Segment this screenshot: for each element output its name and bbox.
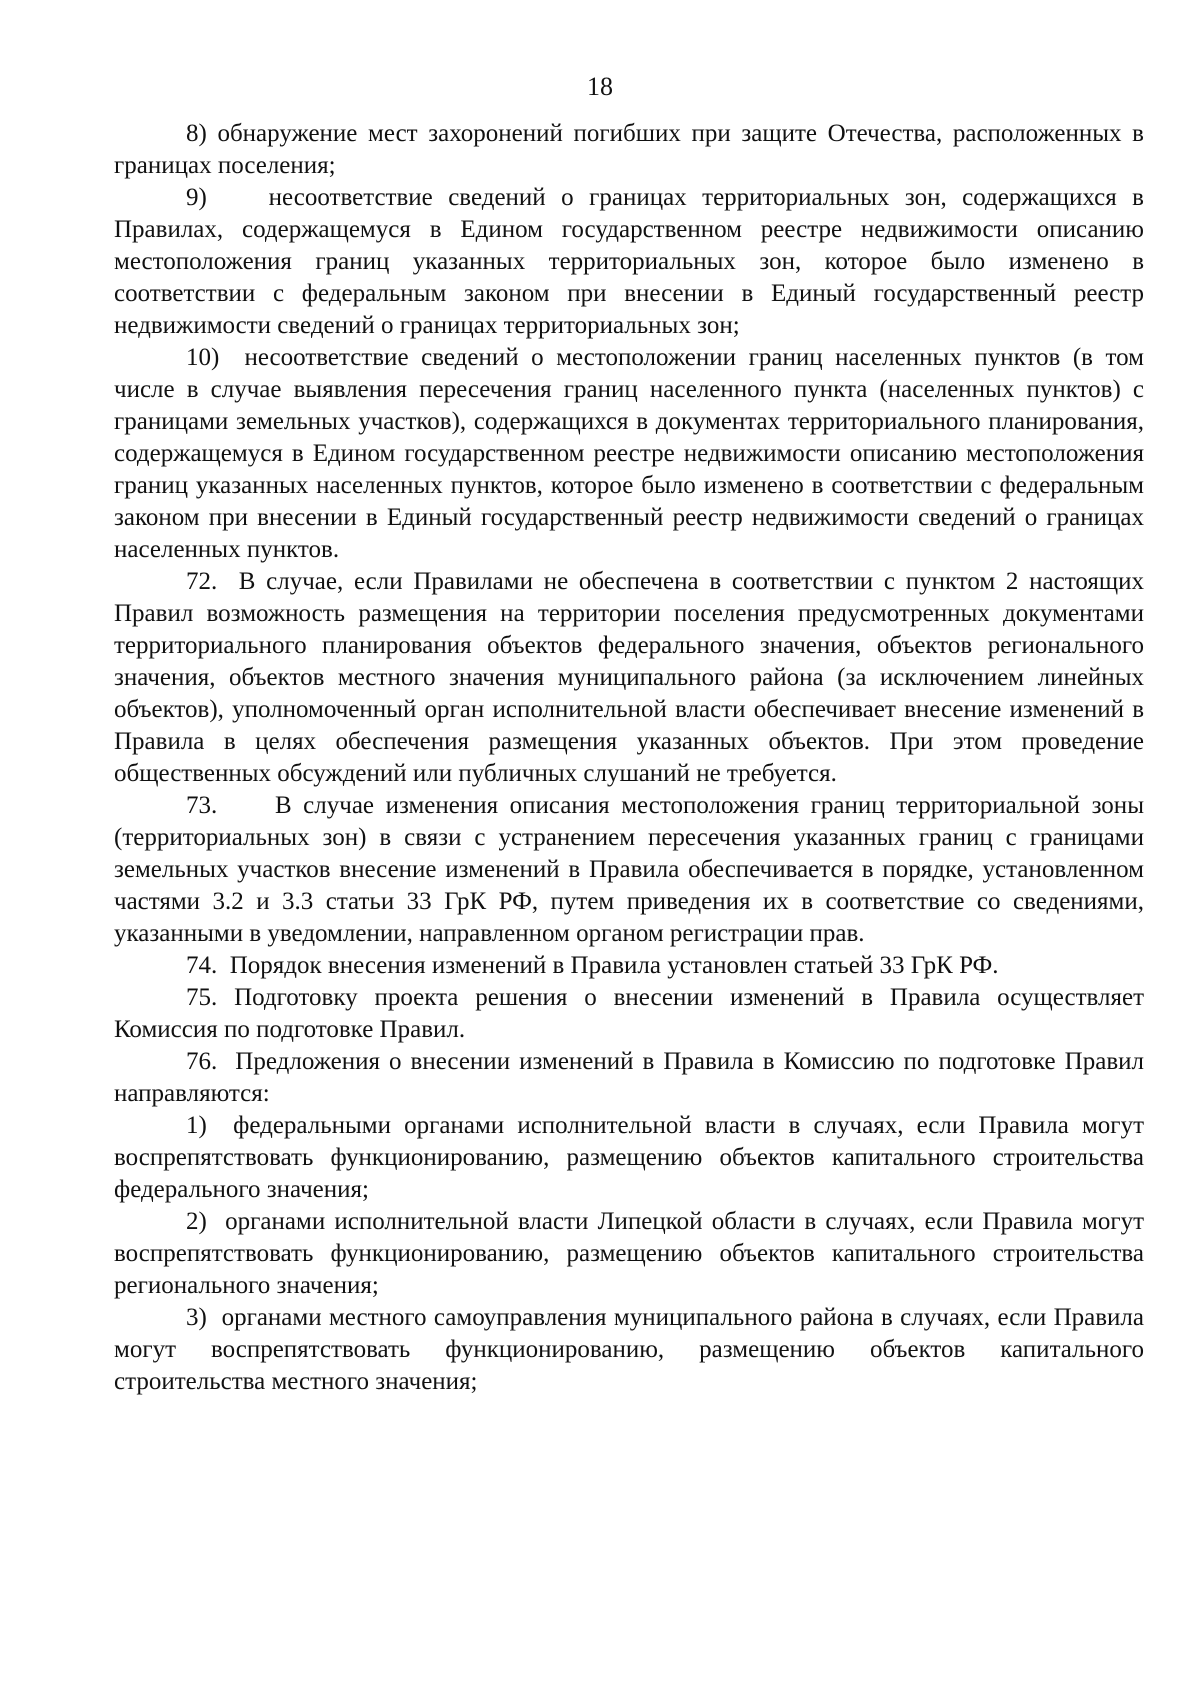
page-number: 18 — [587, 72, 613, 101]
paragraph-73: 73. В случае изменения описания местоположения границ территориальной зоны (территориальных зон) в связи с устранением пересечения указанных границ с границами земельных участков внесение изменений в Правила обеспечивается в порядке, установленном частями 3.2 и 3.3 статьи 33 ГрК РФ, путем приведения их в соответствие со сведениями, указанными в уведомлении, направленном органом регистрации прав. — [114, 792, 1144, 947]
paragraph-74: 74. Порядок внесения изменений в Правила установлен статьей 33 ГрК РФ. — [186, 952, 999, 979]
paragraph-76-item-1: 1) федеральными органами исполнительной власти в случаях, если Правила могут воспрепятствовать функционированию, размещению объектов капитального строительства федерального значения; — [114, 1112, 1144, 1203]
paragraph-76-item-3: 3) органами местного самоуправления муниципального района в случаях, если Правила могут воспрепятствовать функционированию, размещению объектов капитального строительства местного значения; — [114, 1304, 1144, 1395]
paragraph-75: 75. Подготовку проекта решения о внесении изменений в Правила осуществляет Комиссия по подготовке Правил. — [114, 984, 1144, 1043]
paragraph-item-8: 8) обнаружение мест захоронений погибших при защите Отечества, расположенных в границах поселения; — [114, 120, 1144, 179]
paragraph-76-item-2: 2) органами исполнительной власти Липецкой области в случаях, если Правила могут воспрепятствовать функционированию, размещению объектов капитального строительства регионального значения; — [114, 1208, 1144, 1299]
paragraph-item-10: 10) несоответствие сведений о местоположении границ населенных пунктов (в том числе в случае выявления пересечения границ населенного пункта (населенных пунктов) с границами земельных участков), содержащихся в документах территориального планирования, содержащемуся в Едином государственном реестре недвижимости описанию местоположения границ указанных населенных пунктов, которое было изменено в соответствии с федеральным законом при внесении в Единый государственный реестр недвижимости сведений о границах населенных пунктов. — [114, 344, 1144, 563]
paragraph-72: 72. В случае, если Правилами не обеспечена в соответствии с пунктом 2 настоящих Правил возможность размещения на территории поселения предусмотренных документами территориального планирования объектов федерального значения, объектов регионального значения, объектов местного значения муниципального района (за исключением линейных объектов), уполномоченный орган исполнительной власти обеспечивает внесение изменений в Правила в целях обеспечения размещения указанных объектов. При этом проведение общественных обсуждений или публичных слушаний не требуется. — [114, 568, 1144, 787]
paragraph-76: 76. Предложения о внесении изменений в Правила в Комиссию по подготовке Правил направляются: — [114, 1048, 1144, 1107]
paragraph-item-9: 9) несоответствие сведений о границах территориальных зон, содержащихся в Правилах, содержащемуся в Едином государственном реестре недвижимости описанию местоположения границ указанных территориальных зон, которое было изменено в соответствии с федеральным законом при внесении в Единый государственный реестр недвижимости сведений о границах территориальных зон; — [114, 184, 1144, 339]
document-body — [114, 118, 1144, 1398]
